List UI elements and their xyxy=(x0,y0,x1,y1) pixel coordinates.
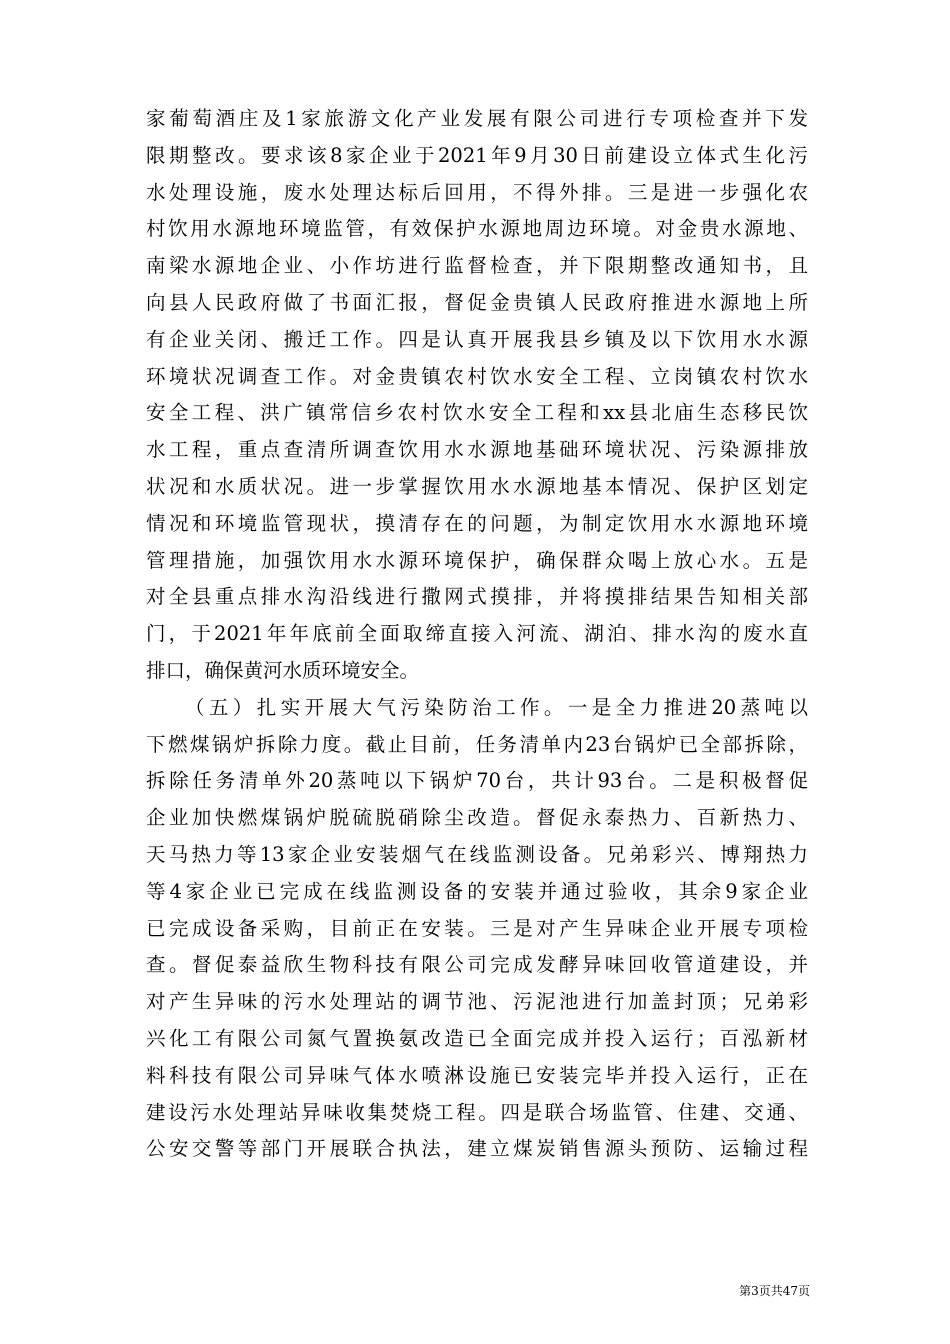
text-line: 门，于2021年年底前全面取缔直接入河流、湖泊、排水沟的废水直 xyxy=(146,622,808,646)
text-line: 料科技有限公司异味气体水喷淋设施已安装完毕并投入运行，正在 xyxy=(146,1063,808,1087)
text-line: 排口，确保黄河水质环境安全。 xyxy=(146,658,420,682)
text-line: 对产生异味的污水处理站的调节池、污泥池进行加盖封顶；兄弟彩 xyxy=(146,990,808,1014)
text-line: 安全工程、洪广镇常信乡农村饮水安全工程和xx县北庙生态移民饮 xyxy=(146,401,808,425)
text-line: 水处理设施，废水处理达标后回用，不得外排。三是进一步强化农 xyxy=(146,180,808,204)
text-line: 等4家企业已完成在线监测设备的安装并通过验收，其余9家企业 xyxy=(146,879,808,903)
text-line: 建设污水处理站异味收集焚烧工程。四是联合场监管、住建、交通、 xyxy=(146,1100,808,1124)
text-line: 下燃煤锅炉拆除力度。截止目前，任务清单内23台锅炉已全部拆除， xyxy=(146,732,808,756)
text-line: 情况和环境监管现状，摸清存在的问题，为制定饮用水水源地环境 xyxy=(146,511,808,535)
text-line: 状况和水质状况。进一步掌握饮用水水源地基本情况、保护区划定 xyxy=(146,474,808,498)
text-line: 已完成设备采购，目前正在安装。三是对产生异味企业开展专项检 xyxy=(146,916,808,940)
text-line: 公安交警等部门开展联合执法，建立煤炭销售源头预防、运输过程 xyxy=(146,1137,808,1161)
text-line: 管理措施，加强饮用水水源环境保护，确保群众喝上放心水。五是 xyxy=(146,548,808,572)
text-line: 企业加快燃煤锅炉脱硫脱硝除尘改造。督促永泰热力、百新热力、 xyxy=(146,806,808,830)
text-line: 水工程，重点查清所调查饮用水水源地基础环境状况、污染源排放 xyxy=(146,438,808,462)
text-line: 天马热力等13家企业安装烟气在线监测设备。兄弟彩兴、博翔热力 xyxy=(146,842,808,866)
text-line: 村饮用水源地环境监管，有效保护水源地周边环境。对金贵水源地、 xyxy=(146,217,808,241)
text-line: 向县人民政府做了书面汇报，督促金贵镇人民政府推进水源地上所 xyxy=(146,290,808,314)
text-line: 拆除任务清单外20蒸吨以下锅炉70台，共计93台。二是积极督促 xyxy=(146,769,808,793)
text-line: 对全县重点排水沟沿线进行撒网式摸排，并将摸排结果告知相关部 xyxy=(146,585,808,609)
text-line: 限期整改。要求该8家企业于2021年9月30日前建设立体式生化污 xyxy=(146,143,808,167)
text-line: 兴化工有限公司氮气置换氨改造已全面完成并投入运行；百泓新材 xyxy=(146,1026,808,1050)
section-heading-line: （五）扎实开展大气污染防治工作。一是全力推进20蒸吨以 xyxy=(185,695,808,719)
text-line: 家葡萄酒庄及1家旅游文化产业发展有限公司进行专项检查并下发 xyxy=(146,107,808,130)
page-number: 第3页共47页 xyxy=(739,1284,810,1298)
text-line: 环境状况调查工作。对金贵镇农村饮水安全工程、立岗镇农村饮水 xyxy=(146,364,808,388)
text-line: 南梁水源地企业、小作坊进行监督检查，并下限期整改通知书，且 xyxy=(146,254,808,278)
body-text xyxy=(146,101,808,1168)
text-line: 查。督促泰益欣生物科技有限公司完成发酵异味回收管道建设，并 xyxy=(146,953,808,977)
text-line: 有企业关闭、搬迁工作。四是认真开展我县乡镇及以下饮用水水源 xyxy=(146,327,808,351)
